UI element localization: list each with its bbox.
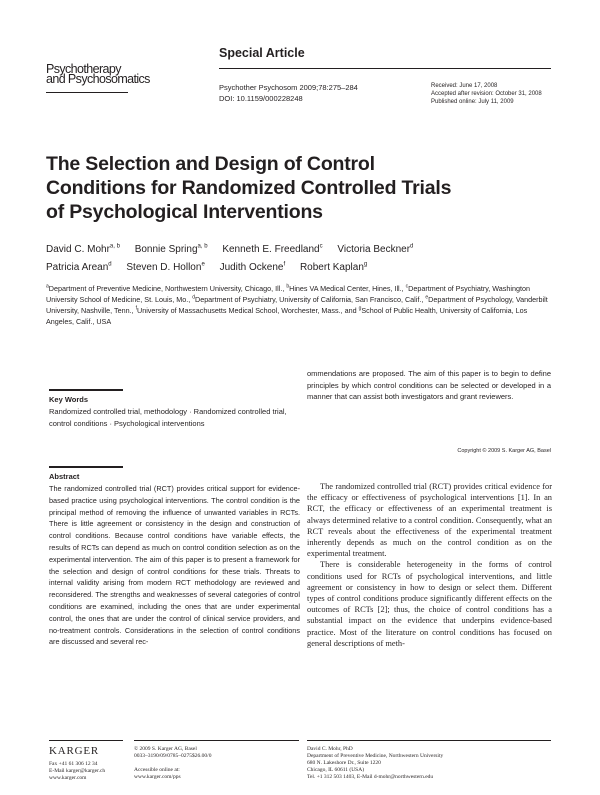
intro-paragraph: The randomized controlled trial (RCT) provides critical evidence for the efficacy or effectiveness of psychological interventions [1]. In an RCT, the efficacy or effectiveness of an experimental treatment is always determined relative to a control condition. Consequently, what an RCT reveals about the effectiveness of the experimental treatment inherently depends as much on the control condition as on the experimental treatment. <box>307 482 552 559</box>
section-label: Special Article <box>219 46 305 60</box>
journal-logo-line2: and Psychosomatics <box>46 72 150 86</box>
keywords-rule <box>49 389 123 391</box>
affiliations: $^a$Department of Preventive Medicine, Northwestern University, Chicago, Ill., $^b$Hines VA Medical Center, Hines, Ill., $^c$Department of Psychiatry, Washington University School of Medicine, St. Louis, Mo., $^d$Department of Psychiatry, University of California, San Francisco, Calif., $^e$Department of Psychology, Vanderbilt University, Nashville, Tenn., $^f$University of Massachusetts Medical School, Worchester, Mass., and $^g$School of Public Health, University of California, Los Angeles, Calif., USA <box>46 283 548 326</box>
copyright: Copyright © 2009 S. Karger AG, Basel <box>457 448 551 454</box>
author: Judith Ockene$^f$ <box>219 261 286 273</box>
abstract-continuation: ommendations are proposed. The aim of this paper is to begin to define principles by which control conditions can be selected or developed in a manner that can assist both investigators and grant reviewers. <box>307 369 551 401</box>
author: Patricia Arean$^d$ <box>46 261 112 273</box>
author-list <box>46 241 566 277</box>
introduction <box>307 481 552 649</box>
footer-rule-right <box>307 740 551 741</box>
published-date: Published online: July 11, 2009 <box>431 99 514 105</box>
copyright-footer: © 2009 S. Karger AG, Basel 0033–3190/09/0785–0275$26.00/0 Accessible online at: www.karger.com/pps <box>134 746 212 780</box>
header-rule <box>219 68 551 69</box>
abstract-heading: Abstract <box>49 472 80 481</box>
intro-paragraph: There is considerable heterogeneity in the forms of control conditions used for RCTs of psychological interventions, and little agreement or consistency in how to design or select them. Different types of control conditions produce significantly different effects on the outcomes of RCTs [2]; thus, the choice of control conditions has a substantial impact on the evidence that underpins evidence-based practice. Most of the literature on control conditions has focused on general descriptions of meth- <box>307 560 552 648</box>
publisher-contact: Fax +41 61 306 12 34 E-Mail karger@karger.ch www.karger.com <box>49 761 106 781</box>
keywords-heading: Key Words <box>49 395 89 404</box>
journal-logo <box>46 64 150 84</box>
footer-rule-mid <box>134 740 299 741</box>
article-title: The Selection and Design of Control Conditions for Randomized Controlled Trials of Psychological Interventions <box>46 153 452 223</box>
abstract-text: The randomized controlled trial (RCT) provides critical support for evidence-based practice using psychological interventions. The control condition is the principal method of removing the influence of unwanted variables in RCTs. There is little agreement or consistency in the design and construction of control conditions. Because control conditions have variable effects, the results of RCTs can depend as much on control condition selection as on the experimental intervention. The aim of this paper is to present a framework for the selection and design of control conditions for these trials. Threats to internal validity arising from modern RCT methodology are reviewed and reconsidered. The strengths and weaknesses of several categories of control conditions are examined, including the ones that are under experimental control, the ones that are under the control of clinical service providers, and no-treatment controls. Considerations in the selection of control conditions are discussed and several rec- <box>49 484 300 647</box>
author: Robert Kaplan$^g$ <box>299 261 368 273</box>
accepted-date: Accepted after revision: October 31, 2008 <box>431 91 542 97</box>
corresponding-author: David C. Mohr, PhD Department of Preventive Medicine, Northwestern University 680 N. Lakeshore Dr., Suite 1220 Chicago, IL 60611 (USA) Tel. +1 312 503 1403, E-Mail d-mohr@northwestern.edu <box>307 746 444 780</box>
journal-logo-line1: Psychotherapy <box>46 62 121 76</box>
publisher-logo: KARGER <box>49 745 100 757</box>
citation <box>219 82 358 104</box>
citation-line1: Psychother Psychosom 2009;78:275–284 <box>219 83 358 92</box>
keywords-text: Randomized controlled trial, methodology · Randomized controlled trial, control conditions · Psychological interventions <box>49 407 287 428</box>
author: Victoria Beckner$^d$ <box>337 243 414 255</box>
author: Steven D. Hollon$^e$ <box>126 261 205 273</box>
publication-dates <box>431 82 542 106</box>
received-date: Received: June 17, 2008 <box>431 83 498 89</box>
footer-rule-left <box>49 740 123 741</box>
author: David C. Mohr$^{a, b}$ <box>46 243 120 255</box>
citation-doi: DOI: 10.1159/000228248 <box>219 94 303 103</box>
author: Kenneth E. Freedland$^c$ <box>222 243 323 255</box>
author: Bonnie Spring$^{a, b}$ <box>134 243 208 255</box>
abstract-rule <box>49 466 123 468</box>
logo-rule <box>46 92 128 93</box>
